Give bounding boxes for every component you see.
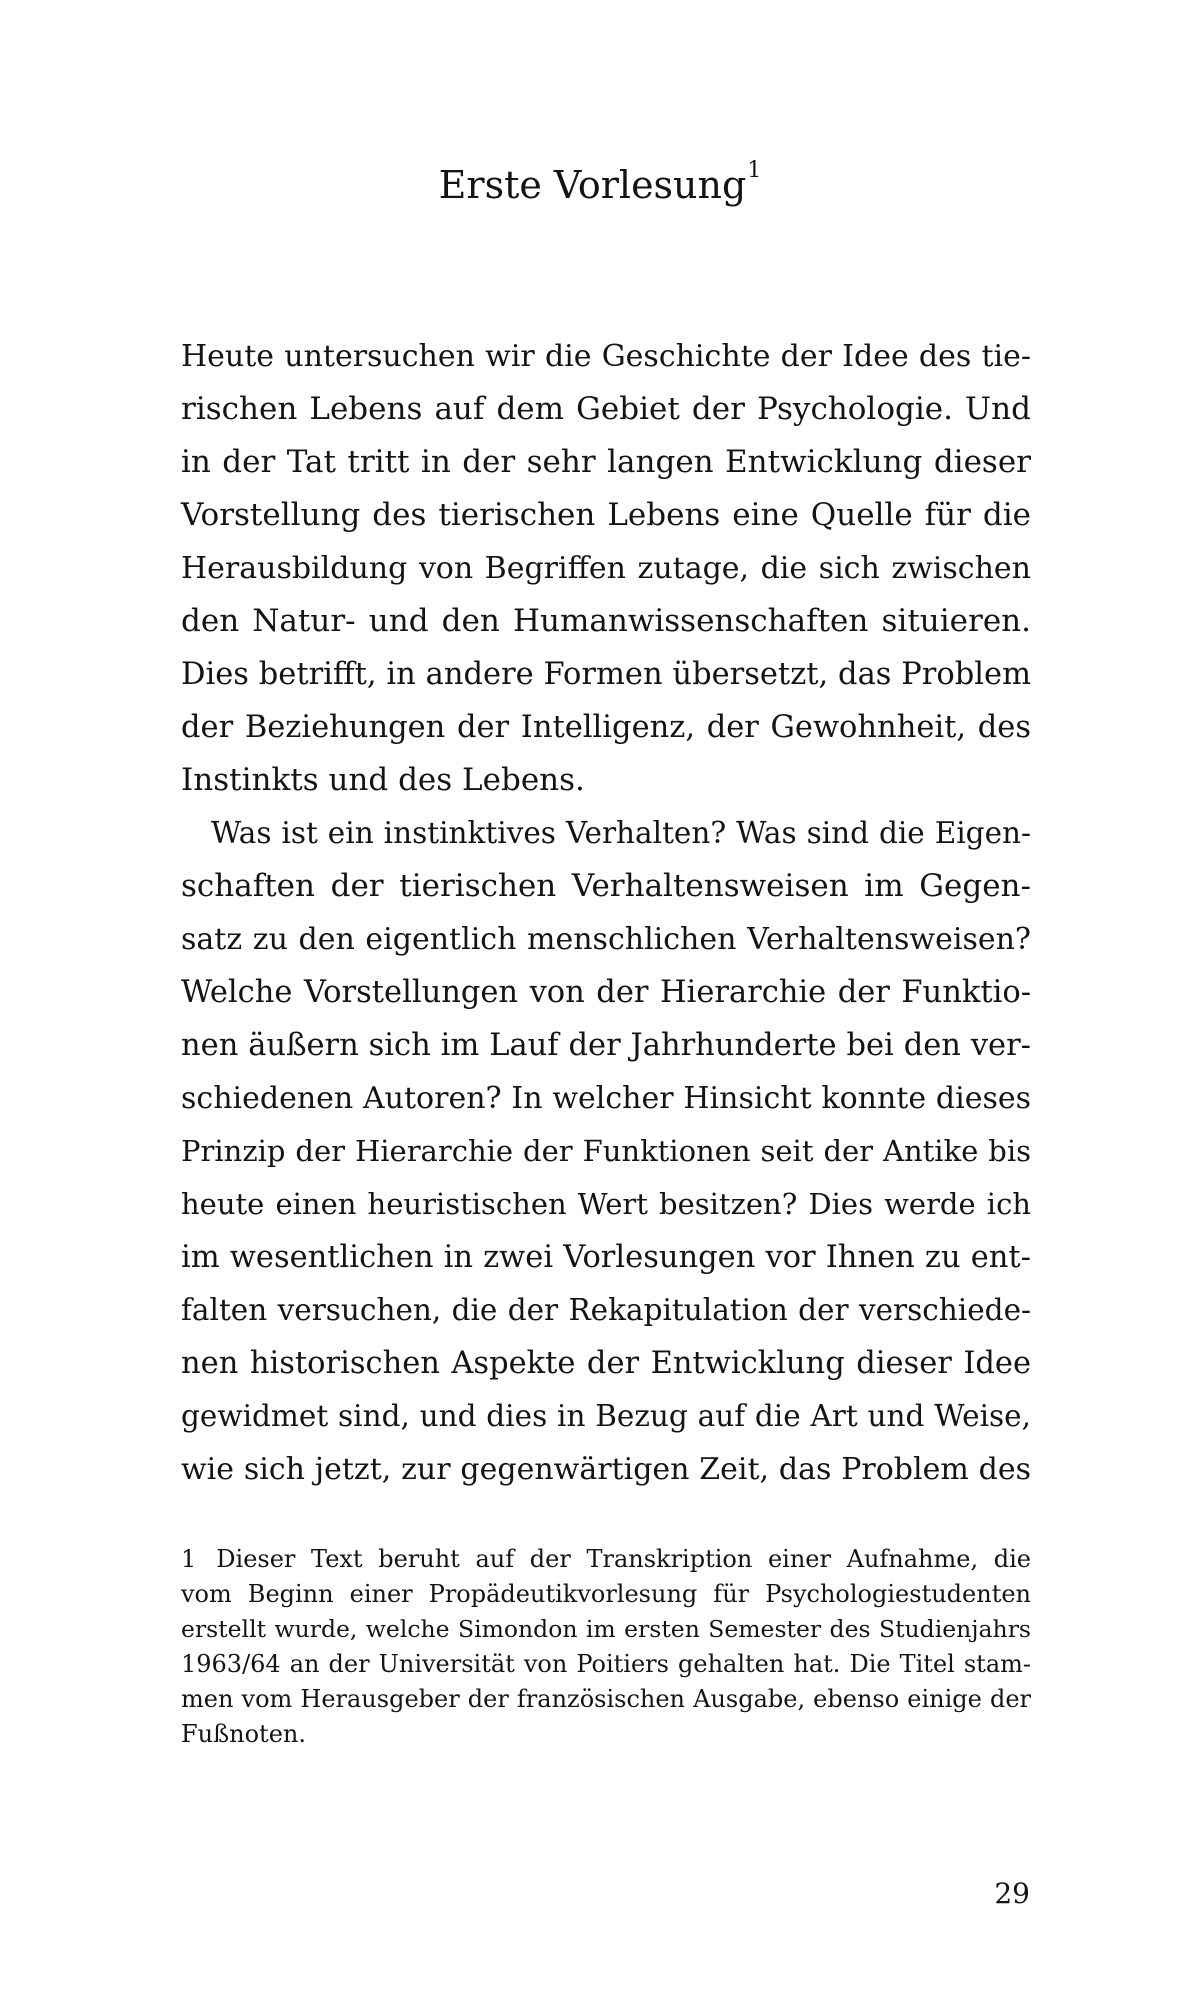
chapter-heading (0, 158, 1200, 207)
paragraph-1 (181, 330, 1031, 807)
text-line: Was ist ein instinktives Verhalten? Was sind die Eigen- (211, 816, 1031, 850)
footnote-line (181, 1542, 1031, 1577)
footnote-text: Dieser Text beruht auf der Transkription einer Aufnahme, die (216, 1545, 1031, 1573)
text-line: nen historischen Aspekte der Entwicklung dieser Idee (181, 1346, 1031, 1381)
text-line: der Beziehungen der Intelligenz, der Gewohnheit, des (181, 710, 1031, 745)
footnote-line: vom Beginn einer Propädeutikvorlesung für Psychologiestudenten (181, 1580, 1031, 1608)
text-line: wie sich jetzt, zur gegenwärtigen Zeit, das Problem des (181, 1452, 1031, 1487)
footnote-reference: 1 (747, 158, 762, 183)
text-line: Heute untersuchen wir die Geschichte der Idee des tie- (181, 339, 1031, 374)
text-line: Prinzip der Hierarchie der Funktionen seit der Antike bis (181, 1134, 1031, 1168)
footnote (181, 1542, 1031, 1752)
text-line: falten versuchen, die der Rekapitulation der verschiede- (181, 1293, 1031, 1327)
main-text (181, 330, 1031, 1496)
text-line: Herausbildung von Begriffen zutage, die sich zwischen (181, 551, 1031, 586)
footnote-line: Fußnoten. (181, 1720, 306, 1748)
text-line: Vorstellung des tierischen Lebens eine Quelle für die (181, 497, 1031, 533)
footnote-line: erstellt wurde, welche Simondon im ersten Semester des Studienjahrs (181, 1615, 1031, 1643)
text-line: satz zu den eigentlich menschlichen Verhaltensweisen? (181, 922, 1031, 957)
text-line: in der Tat tritt in der sehr langen Entwicklung dieser (181, 444, 1031, 480)
text-line: gewidmet sind, und dies in Bezug auf die Art und Weise, (181, 1399, 1031, 1433)
footnote-line: 1963/64 an der Universität von Poitiers gehalten hat. Die Titel stam- (181, 1650, 1031, 1678)
text-line: Instinkts und des Lebens. (181, 762, 585, 798)
text-line: schiedenen Autoren? In welcher Hinsicht konnte dieses (181, 1081, 1031, 1116)
text-line: den Natur- und den Humanwissenschaften situieren. (181, 603, 1031, 639)
text-line: im wesentlichen in zwei Vorlesungen vor Ihnen zu ent- (181, 1240, 1031, 1275)
text-line: Dies betrifft, in andere Formen übersetzt, das Problem (181, 657, 1031, 692)
text-line: Welche Vorstellungen von der Hierarchie der Funktio- (181, 975, 1031, 1010)
footnote-line: men vom Herausgeber der französischen Ausgabe, ebenso einige der (181, 1685, 1031, 1713)
text-line: schaften der tierischen Verhaltensweisen im Gegen- (181, 868, 1031, 904)
page-number: 29 (994, 1877, 1030, 1910)
footnote-marker: 1 (181, 1545, 197, 1573)
text-line: nen äußern sich im Lauf der Jahrhunderte bei den ver- (181, 1028, 1031, 1063)
text-line: heute einen heuristischen Wert besitzen? Dies werde ich (181, 1187, 1031, 1221)
text-line: rischen Lebens auf dem Gebiet der Psychologie. Und (181, 391, 1031, 427)
chapter-title: Erste Vorlesung (438, 163, 747, 207)
paragraph-2 (181, 807, 1031, 1496)
